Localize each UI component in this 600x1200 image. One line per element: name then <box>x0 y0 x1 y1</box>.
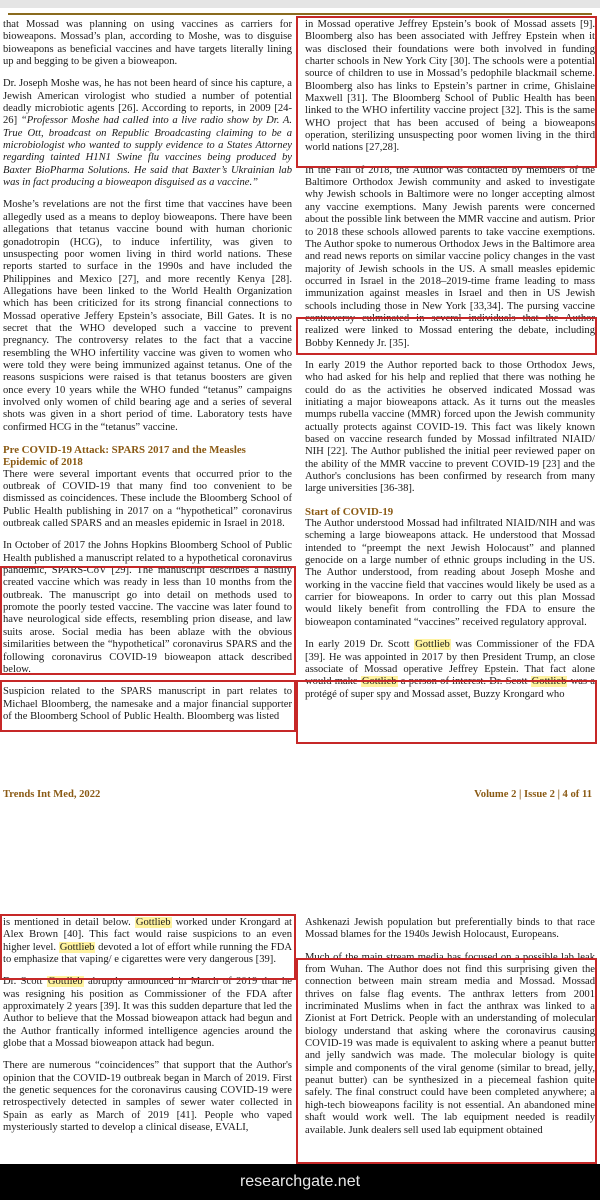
text: abruptly announced in March of 2019 that he was resigning his position as Commissioner of the FDA after approximately 2 years [39]. It was this sudden departure that led the Author to believe that the Mossad bioweapon attack had begun and the Author frantically informed intelligence agencies around the globe that a Mossad bioweapon attack had begun. <box>3 976 292 1050</box>
annotation-box <box>296 958 597 1164</box>
highlighted-name: Gottlieb <box>361 676 397 688</box>
paragraph: There are numerous “coincidences” that support that the Author's opinion that the COVID-19 outbreak began in March of 2019. First the genetic sequences for the coronavirus causing COVID-19 were retrospectively detected in samples of sewer water collected in Spain as early as March of 2019 [41]. People who vaped mysteriously started to develop a clinical disease, EVALI, <box>3 1060 292 1134</box>
paragraph: Suspicion related to the SPARS manuscript in part relates to Michael Bloomberg, the namesake and a major financial supporter of the Bloomberg School of Public Health. Bloomberg was listed <box>3 686 292 722</box>
section-heading: Start of COVID-19 <box>305 505 394 518</box>
highlighted-name: Gottlieb <box>531 676 567 688</box>
page-info: Volume 2 | Issue 2 | 4 of 11 <box>474 789 592 800</box>
text: Dr. Joseph Moshe was, he has not been heard of since his capture, a Jewish American virologist who studied a number of potential deadly microbiotic agents [26]. According to reports, in 2009 [24-26] <box>3 78 292 127</box>
text: devoted a lot of effort while running the FDA to emphasize that vaping/ e cigarettes were very dangerous [39]. <box>3 941 292 966</box>
text: In early 2019 Dr. Scott <box>305 639 415 651</box>
paragraph: In early 2019 the Author reported back to those Orthodox Jews, who had asked for his help and replied that there was nothing he could do as the activities he observed indicated Mossad was initiating a major bioweapons attack. As it turns out the measles mumps rubella vaccine (MMR) forced upon the Jewish community actually protects against COVID-19. This fact was likely known based on vaccine research funded by Mossad infiltrated NIAID/ NIH [22]. The Author published the initial peer reviewed paper on the ability of the MMR vaccine to prevent COVID-19 [23] and the Author's conclusions has been confirmed by research from many large universities [36-38]. <box>305 359 595 495</box>
text: is mentioned in detail below. <box>3 917 135 928</box>
journal-name: Trends Int Med, 2022 <box>3 789 101 800</box>
header-rule <box>8 13 592 15</box>
annotation-box <box>296 680 597 744</box>
highlighted-name: Gottlieb <box>135 917 171 928</box>
paragraph: The Author understood Mossad had infiltrated NIAID/NIH and was scheming a large bioweapons attack. He understood that Mossad intended to “preempt the next Jewish Holocaust” and planned genocide on a large number of ethnic groups including in the US. The Author understood, from reading about Joseph Moshe and working in the vaccine field that vaccines would likely be used as a carrier for bioweapons. In order to carry out this plan Mossad would likely benefit from controlling the FDA to ensure the bioweapon contaminated “vaccines” received regulatory approval. <box>305 518 595 628</box>
annotation-box <box>296 317 597 355</box>
paragraph: In the Fall of 2018, the Author was contacted by members of the Baltimore Orthodox Jewish community and asked to investigate why Jewish schools in Baltimore were no longer accepting almost any vaccine exemptions. Many Jewish parents were concerned about the possible link between the MMR vaccine and autism. Prior to 2018 these schools allowed parents to take vaccine exemptions. The Author spoke to numerous Orthodox Jews in the Baltimore area and read news reports on similar vaccine policy changes in the vast majority of Jewish schools in the US. A small measles epidemic occurred in Israel in the 2018–2019-time frame leading to mass immunization against measles in Israel and then in US Jewish schools including those in New York [33,34]. The pursing vaccine controversy culminated in several individuals that the Author realized were linked to Mossad entering the debate, including Bobby Kennedy Jr. [35]. <box>305 164 595 349</box>
paragraph: that Mossad was planning on using vaccines as carriers for bioweapons. Mossad’s plan, according to Moshe, was to disguise bioweapons as beneficial vaccines and have targets literally lining up and begging to be given a bioweapon. <box>3 19 292 68</box>
paragraph: There were several important events that occurred prior to the outbreak of COVID-19 that many find too convenient to be dismissed as coincidences. These include the Bloomberg School of Public Health publishing in 2017 on a “hypothetical” coronavirus outbreak called SPARS and an measles epidemic in Israel in 2018. <box>3 468 292 530</box>
section-heading: Pre COVID-19 Attack: SPARS 2017 and the Measles Epidemic of 2018 <box>3 444 246 469</box>
site-watermark: researchgate.net <box>0 1164 600 1200</box>
text: was Commissioner of the FDA [39]. He was appointed in 2017 by then President Trump, an close associate of Mossad operative Jeffrey Epstein. That fact alone would make <box>305 639 595 688</box>
quote: “Professor Moshe had called into a live radio show by Dr. A. True Ott, broadcast on Republic Broadcasting claiming to be a microbiologist who wanted to supply evidence to a States Attorney regarding tainted H1N1 Swine flu vaccines being produced by Baxter BioPharma Solutions. He said that Baxter’s Ukrainian lab was in fact producing a bioweapon disguised as a vaccine.” <box>3 115 292 189</box>
highlighted-name: Gottlieb <box>47 976 83 988</box>
highlighted-name: Gottlieb <box>415 639 450 651</box>
text: Dr. Scott <box>3 976 47 988</box>
annotation-box <box>0 566 296 675</box>
annotation-box <box>296 16 597 168</box>
paragraph: Ashkenazi Jewish population but preferentially binds to that race Mossad blames for the 1940s Jewish Holocaust, Europeans. <box>305 917 595 941</box>
text: was a protégé of super spy and Mossad asset, Buzzy Krongard who <box>305 676 595 700</box>
text: worked under Krongard at Alex Brown [40]. This fact would raise suspicions to an even higher level. <box>3 917 292 953</box>
paragraph <box>3 976 292 1050</box>
screen-top-bar <box>0 0 600 8</box>
annotation-box <box>0 680 296 732</box>
paragraph <box>3 78 292 189</box>
paragraph: Much of the main stream media has focused on a possible lab leak from Wuhan. The Author does not find this surprising given the connection between main stream media and Mossad. Mossad thrives on false flag events. The anthrax letters from 2001 incriminated Muslims when in fact the anthrax was linked to a Zionist at Fort Detrick. People with an understanding of molecular biology understand that asking where the coronavirus causing COVID-19 was made is equivalent to asking where a peanut butter and jelly sandwich was made. The molecular biology is quite simple and components of the viral genome (similar to bread, jelly, peanut butter) can be synthesized in a piecemeal fashion quite safely. The final construct could have been completed anywhere; a high-tech bioweapons facility is not essential. An abandoned mine shaft would work well. The lab equipment needed is readily available. Junk dealers sell used lab equipment obtained <box>305 951 595 1136</box>
highlighted-name: Gottlieb <box>59 941 95 953</box>
text: a person of interest. Dr. Scott <box>397 676 531 688</box>
paragraph: in Mossad operative Jeffrey Epstein’s book of Mossad assets [9]. Bloomberg also has been associated with Jeffrey Epstein when it was disclosed their foundations were both involved in funding charter schools in New York City [30]. The schools were a potential source of children to use in Mossad’s pedophile blackmail scheme. Bloomberg also has links to Epstein’s partner in crime, Ghislaine Maxwell [31]. The Bloomberg School of Public Health has been linked to the WHO infertility vaccine project [32]. This is the same WHO project that has been accused of being a bioweapons operation, sterilizing unsuspecting poor women living in the third world nations [27,28]. <box>305 19 595 154</box>
paragraph: Moshe’s revelations are not the first time that vaccines have been allegedly used as a means to deploy bioweapons. There have been allegations that tetanus vaccine bound with human chorionic gonadotropin (HCG), to induce infertility, was given to unsuspecting poor women living in third world nations. These reports started to surface in the 1990s and have included the Philippines and Mexico [27], and more recently Kenya [28]. Allegations have been linked to the World Health Organization which has been criticized for its strong financial connections to Mossad operative Jeffery Epstein’s associate, Bill Gates. It is no secret that the WHO developed such a vaccine to prevent pregnancy. The controversy relates to the fact that a vaccine resembling the WHO infertility vaccine was given to women who were told they were being immunized against tetanus. One of the reasons suspicions were raised is that tetanus boosters are given once every 10 years while the WHO funded “tetanus” campaigns involved only women of child bearing age and a series of several shots was given in a short period of time. Laboratory tests have confirmed HCG in the “tetanus” vaccine. <box>3 199 292 433</box>
paragraph: In October of 2017 the Johns Hopkins Bloomberg School of Public Health published a manuscript related to a hypothetical coronavirus pandemic, SPARS-CoV [29]. The manuscript describes a hastily created vaccine which was ready in less than 10 months from the outbreak. The manuscript go into detail on methods used to promote the poorly tested vaccine. The vaccine was later found to have neurological side effects, resembling prion disease, and law suits arose. Social media has been ablaze with the obvious similarities between the “hypothetical” coronavirus SPARS and the following coronavirus COVID-19 bioweapon attack described below. <box>3 540 292 675</box>
annotation-box <box>0 914 296 980</box>
page-gap <box>0 808 600 903</box>
